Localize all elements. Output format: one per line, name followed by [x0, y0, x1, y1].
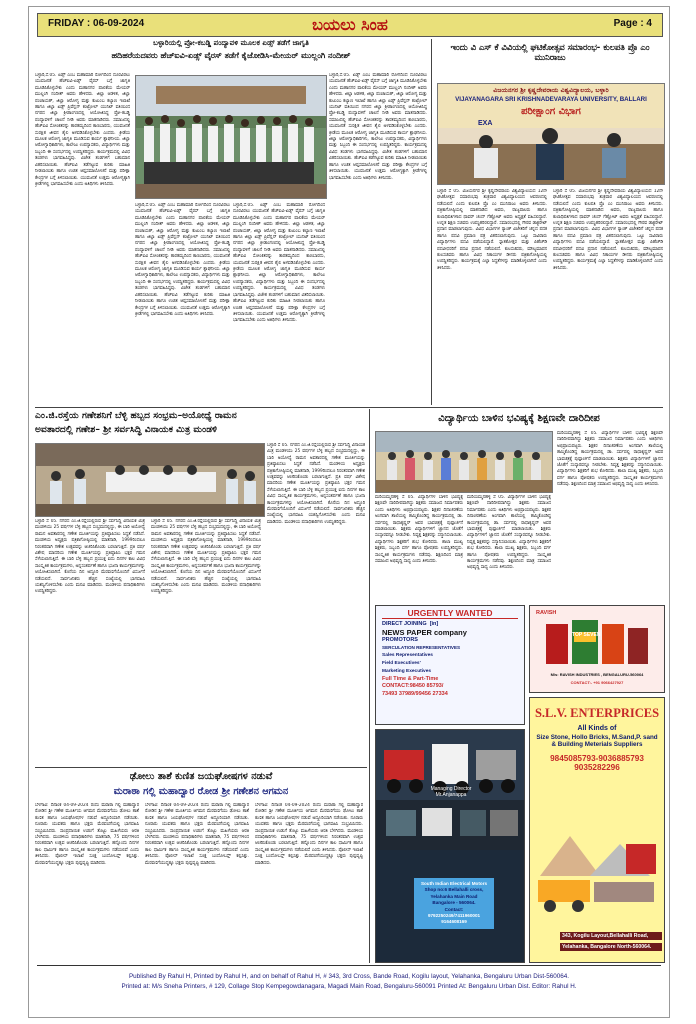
article3-col3: ಬಳ್ಳಾರಿ ಸೆ 05. ನಗರದ ಎಂ.ಜಿ.ರಸ್ತೆಯಲ್ಲಿರುವ ಶ್ರೀ ಸರ್ವಸಿದ್ಧಿ ವಿನಾಯಕ ಮಿತ್ರ ಮಂಡಳಿಯು 25 ವರ್ಷಗಳ ಬೆಳ್ಳಿ ಹಬ್ಬದ ಸಂಭ್ರಮದಲ್ಲಿದ್ದು, ಈ ಬಾರಿ ಅಯೋಧ್ಯೆ ರಾಮನ ಅವತಾರದಲ್ಲಿ ಗಣೇಶ ಮೂರ್ತಿಯನ್ನು ಪ್ರತಿಷ್ಠಾಪಿಸಲು ಸಿದ್ಧತೆ ನಡೆಸಿದೆ. ಮಂಡಳಿಯ ಅಧ್ಯಕ್ಷರು ಪತ್ರಿಕಾಗೋಷ್ಠಿಯಲ್ಲಿ ಮಾತನಾಡಿ, 1999ರಿಂದಲೂ ನಿರಂತರವಾಗಿ ಗಣೇಶ ಉತ್ಸವವನ್ನು ಆಚರಿಸಿಕೊಂಡು ಬರಲಾಗುತ್ತಿದೆ. ಪ್ರತಿ ವರ್ಷ ವಿಶೇಷ ಮಾದರಿಯ ಗಣೇಶ ಮೂರ್ತಿಯನ್ನು ಪ್ರತಿಷ್ಠಾಪಿಸಿ ಭಕ್ತರ ಗಮನ ಸೆಳೆಯಲಾಗುತ್ತಿದೆ. ಈ ಬಾರಿ ಬೆಳ್ಳಿ ಹಬ್ಬದ ಪ್ರಯುಕ್ತ ಐದು ದಿನಗಳ ಕಾಲ ವಿವಿಧ ಸಾಂಸ್ಕೃತಿಕ ಕಾರ್ಯಕ್ರಮಗಳು, ಅನ್ನಸಂತರ್ಪಣೆ ಹಾಗೂ ಭಜನಾ ಕಾರ್ಯಕ್ರಮಗಳನ್ನು ಆಯೋಜಿಸಲಾಗಿದೆ. ಕೊನೆಯ ದಿನ ಅದ್ದೂರಿ ಮೆರವಣಿಗೆಯೊಂದಿಗೆ ವಿಸರ್ಜನೆ ನಡೆಯಲಿದೆ. ಸಾರ್ವಜನಿಕರು ಹೆಚ್ಚಿನ ಸಂಖ್ಯೆಯಲ್ಲಿ ಭಾಗವಹಿಸಿ ಯಶಸ್ವಿಗೊಳಿಸಬೇಕು ಎಂದು ಮನವಿ ಮಾಡಿದರು. ಮಂಡಳಿಯ ಪದಾಧಿಕಾರಿಗಳು ಉಪಸ್ಥಿತರಿದ್ದರು. — [267, 443, 365, 525]
ad-slv-enterprices — [529, 697, 665, 963]
banner-english: VIJAYANAGARA SRI KRISHNADEVARAYA UNIVERSITY, BALLARI — [455, 96, 647, 103]
horizontal-divider-2 — [35, 767, 367, 768]
ad-wanted-line1: DIRECT JOINING — [382, 621, 427, 627]
ad-wanted-line4: SERCULATION REPRESENTATIVES — [382, 645, 461, 651]
ad-slv-address2: Yelahanka, Bangalore North-560064. — [560, 943, 662, 951]
masthead — [37, 13, 663, 37]
article5-headline-2: ಮರಾಠಾ ಗಲ್ಲಿ ಮಹಾದ್ವಾರ ರೋಡ ಶ್ರೀ ಗಣೇಶನ ಆಗಮನ — [113, 786, 289, 797]
ad-wanted-line9: CONTACT:98450 85793/ — [382, 683, 444, 690]
article4-body: ಮರಿಯಮ್ಮನಹಳ್ಳಿ ಸೆ 05. ವಿದ್ಯಾರ್ಥಿಗಳ ಬಾಳಿನ ಭವಿಷ್ಯಕ್ಕೆ ಶಿಕ್ಷಣವೇ ದಾರಿದೀಪವಾಗಿದ್ದು ಶಿಕ್ಷಕರು ಸಮಾಜದ ನಿರ್ಮಾಪಕರು ಎಂದು ಅತಿಥಿಗಳು ಅಭಿಪ್ರಾಯಪಟ್ಟರು. ಶಿಕ್ಷಕರ ದಿನಾಚರಣೆಯ ಅಂಗವಾಗಿ ಶಾಲೆಯಲ್ಲಿ ಹಮ್ಮಿಕೊಂಡಿದ್ದ ಕಾರ್ಯಕ್ರಮದಲ್ಲಿ ಡಾ. ಸರ್ವಪಲ್ಲಿ ರಾಧಾಕೃಷ್ಣನ್ ಅವರ ಭಾವಚಿತ್ರಕ್ಕೆ ಪುಷ್ಪಾರ್ಚನೆ ಮಾಡಲಾಯಿತು. ಶಿಕ್ಷಕರು ವಿದ್ಯಾರ್ಥಿಗಳಿಗೆ ಜ್ಞಾನದ ಜೊತೆಗೆ ಸಂಸ್ಕಾರವನ್ನೂ ನೀಡಬೇಕು. ನಿವೃತ್ತ ಶಿಕ್ಷಕರನ್ನು ಸನ್ಮಾನಿಸಲಾಯಿತು. ವಿದ್ಯಾರ್ಥಿಗಳು ಶಿಕ್ಷಕರಿಗೆ ಶುಭ ಕೋರಿದರು. ಶಾಲಾ ಮುಖ್ಯ ಶಿಕ್ಷಕರು, ಸಿಬ್ಬಂದಿ ವರ್ಗ ಹಾಗೂ ಪೋಷಕರು ಉಪಸ್ಥಿತರಿದ್ದರು. ಸಾಂಸ್ಕೃತಿಕ ಕಾರ್ಯಕ್ರಮಗಳು ನಡೆದವು. ಶಿಕ್ಷಣದಿಂದ ಮಾತ್ರ ಸಮಾಜದ ಅಭಿವೃದ್ಧಿ ಸಾಧ್ಯ ಎಂದು ತಿಳಿಸಿದರು. — [375, 495, 463, 565]
article1-headline: ಹದಿಹರೆಯದವರು ಹೆಚ್‌ಐವಿ-ಏಡ್ಸ್ ವೈರಸ್ ತಡೆಗೆ ಕೈಜೋಡಿಸಿ-ಮೇಯರ್ ಮುಲ್ಲಂಗಿ ನಂದೀಶ್ — [111, 51, 351, 60]
ad-wanted-line2: NEWS PAPER company — [382, 627, 467, 637]
ad-ravish-industries — [529, 605, 665, 693]
article5-col2: ಬೆಳಗಾವಿ: ದಿನಾಂಕ 04-09-2024 ರಂದು ಮರಾಠಾ ಗಲ್ಲಿ ಮಹಾದ್ವಾರ ರೋಡಿನ ಶ್ರೀ ಗಣೇಶ ಮೂರ್ತಿಯ ಆಗಮನ ಮೆರವಣಿಗೆಯು ಢೋಲು ತಾಶೆ ಕುಣಿತ ಹಾಗೂ ಜಯಘೋಷಗಳ ನಡುವೆ ಅದ್ದೂರಿಯಾಗಿ ನಡೆಯಿತು. ನೂರಾರು ಯುವಕರು ಹಾಗೂ ಭಕ್ತರು ಮೆರವಣಿಗೆಯಲ್ಲಿ ಭಾಗವಹಿಸಿ ಸಂಭ್ರಮಿಸಿದರು. ಸಾಂಪ್ರದಾಯಿಕ ಉಡುಗೆ ತೊಟ್ಟು ಮಹಿಳೆಯರು ಆರತಿ ಬೆಳಗಿದರು. ಮಂಡಳಿಯ ಪದಾಧಿಕಾರಿಗಳು ಮಾತನಾಡಿ, 75 ವರ್ಷಗಳಿಂದ ನಿರಂತರವಾಗಿ ಉತ್ಸವ ಆಚರಿಸಿಕೊಂಡು ಬರಲಾಗುತ್ತಿದೆ. ಹನ್ನೊಂದು ದಿನಗಳ ಕಾಲ ಧಾರ್ಮಿಕ ಹಾಗೂ ಸಾಂಸ್ಕೃತಿಕ ಕಾರ್ಯಕ್ರಮಗಳು ನಡೆಯಲಿವೆ ಎಂದು ತಿಳಿಸಿದರು. ಪೊಲೀಸ್ ಇಲಾಖೆ ಸೂಕ್ತ ಬಂದೋಬಸ್ತ್ ಕಲ್ಪಿಸಿತ್ತು. ಮೆರವಣಿಗೆಯುದ್ದಕ್ಕೂ ಭಕ್ತರು ಪುಷ್ಪವೃಷ್ಟಿ ಮಾಡಿದರು. — [145, 803, 249, 866]
article2-col2: ಬಳ್ಳಾರಿ ಸೆ 05. ವಿಜಯನಗರ ಶ್ರೀ ಕೃಷ್ಣದೇವರಾಯ ವಿಶ್ವವಿದ್ಯಾಲಯದ 12ನೇ ಘಟಿಕೋತ್ಸವ ಸಮಾರಂಭವು ಶುಕ್ರವಾರ ವಿಶ್ವವಿದ್ಯಾಲಯದ ಆವರಣದಲ್ಲಿ ನಡೆಯಲಿದೆ ಎಂದು ಕುಲಪತಿ ಪ್ರೊ ಎಂ ಮುನಿರಾಜು ಅವರು ತಿಳಿಸಿದರು. ಪತ್ರಿಕಾಗೋಷ್ಠಿಯಲ್ಲಿ ಮಾತನಾಡಿದ ಅವರು, ರಾಜ್ಯಪಾಲರು ಹಾಗೂ ಕುಲಾಧಿಪತಿಗಳಾದ ಥಾವರ್ ಚಂದ್ ಗೆಹ್ಲೋಟ್ ಅವರು ಅಧ್ಯಕ್ಷತೆ ವಹಿಸಲಿದ್ದಾರೆ. ಉನ್ನತ ಶಿಕ್ಷಣ ಸಚಿವರು ಉಪಸ್ಥಿತರಿರಲಿದ್ದಾರೆ. ಸಮಾರಂಭದಲ್ಲಿ ಗೌರವ ಡಾಕ್ಟರೇಟ್ ಪ್ರದಾನ ಮಾಡಲಾಗುವುದು. ವಿವಿಧ ವಿಭಾಗಗಳ ರ‍್ಯಾಂಕ್ ವಿಜೇತರಿಗೆ ಚಿನ್ನದ ಪದಕ ಹಾಗೂ ಪದವಿ ಪ್ರಮಾಣ ಪತ್ರ ವಿತರಿಸಲಾಗುವುದು. ಒಟ್ಟು ಸಾವಿರಾರು ವಿದ್ಯಾರ್ಥಿಗಳು ಪದವಿ ಪಡೆಯಲಿದ್ದಾರೆ. ಸ್ನಾತಕೋತ್ತರ ಮತ್ತು ಪಿಹೆಚ್‌ಡಿ ಪದವೀಧರರಿಗೆ ಪದವಿ ಪ್ರದಾನ ನಡೆಯಲಿದೆ. ಕುಲಸಚಿವರು, ಮೌಲ್ಯಮಾಪನ ಕುಲಸಚಿವರು ಹಾಗೂ ವಿವಿಧ ನಿಕಾಯಗಳ ಡೀನರು ಪತ್ರಿಕಾಗೋಷ್ಠಿಯಲ್ಲಿ ಉಪಸ್ಥಿತರಿದ್ದರು. ಕಾರ್ಯಕ್ರಮಕ್ಕೆ ಎಲ್ಲಾ ಸಿದ್ಧತೆಗಳನ್ನು ಮಾಡಿಕೊಳ್ಳಲಾಗಿದೆ ಎಂದು ತಿಳಿಸಿದರು. — [553, 189, 663, 271]
page-number: Page : 4 — [613, 18, 652, 29]
article5-headline-1: ಢೋಲು ತಾಶೆ ಕುಣಿತ ಜಯಘೋಷಗಳ ನಡುವೆ — [129, 771, 273, 782]
ad-wanted-line8: Full Time & Part-Time — [382, 675, 439, 682]
column-divider-2 — [369, 409, 370, 963]
newspaper-title: ಬಯಲು ಸಿಂಹ — [312, 15, 388, 34]
ad-ravish-line2: CONTACT:- +91 9066427927 — [570, 680, 624, 685]
article5-col1 — [35, 803, 139, 961]
article2-col1 — [437, 189, 547, 405]
article2-headline: ಇಂದು ವಿ ಎಸ್ ಕೆ ವಿವಿಯಲ್ಲಿ ಘಟಿಕೋತ್ಸವ ಸಮಾರಂಭ- ಕುಲಪತಿ ಪ್ರೊ ಎಂ ಮುನಿರಾಜು — [450, 42, 650, 62]
ad-wanted-line1b: [in] — [429, 621, 439, 627]
ad-wanted-title: URGENTLY WANTED — [382, 608, 518, 619]
ad-slv-title: S.L.V. ENTERPRICES — [534, 706, 660, 720]
article3-body: ಬಳ್ಳಾರಿ ಸೆ 05. ನಗರದ ಎಂ.ಜಿ.ರಸ್ತೆಯಲ್ಲಿರುವ ಶ್ರೀ ಸರ್ವಸಿದ್ಧಿ ವಿನಾಯಕ ಮಿತ್ರ ಮಂಡಳಿಯು 25 ವರ್ಷಗಳ ಬೆಳ್ಳಿ ಹಬ್ಬದ ಸಂಭ್ರಮದಲ್ಲಿದ್ದು, ಈ ಬಾರಿ ಅಯೋಧ್ಯೆ ರಾಮನ ಅವತಾರದಲ್ಲಿ ಗಣೇಶ ಮೂರ್ತಿಯನ್ನು ಪ್ರತಿಷ್ಠಾಪಿಸಲು ಸಿದ್ಧತೆ ನಡೆಸಿದೆ. ಮಂಡಳಿಯ ಅಧ್ಯಕ್ಷರು ಪತ್ರಿಕಾಗೋಷ್ಠಿಯಲ್ಲಿ ಮಾತನಾಡಿ, 1999ರಿಂದಲೂ ನಿರಂತರವಾಗಿ ಗಣೇಶ ಉತ್ಸವವನ್ನು ಆಚರಿಸಿಕೊಂಡು ಬರಲಾಗುತ್ತಿದೆ. ಪ್ರತಿ ವರ್ಷ ವಿಶೇಷ ಮಾದರಿಯ ಗಣೇಶ ಮೂರ್ತಿಯನ್ನು ಪ್ರತಿಷ್ಠಾಪಿಸಿ ಭಕ್ತರ ಗಮನ ಸೆಳೆಯಲಾಗುತ್ತಿದೆ. ಈ ಬಾರಿ ಬೆಳ್ಳಿ ಹಬ್ಬದ ಪ್ರಯುಕ್ತ ಐದು ದಿನಗಳ ಕಾಲ ವಿವಿಧ ಸಾಂಸ್ಕೃತಿಕ ಕಾರ್ಯಕ್ರಮಗಳು, ಅನ್ನಸಂತರ್ಪಣೆ ಹಾಗೂ ಭಜನಾ ಕಾರ್ಯಕ್ರಮಗಳನ್ನು ಆಯೋಜಿಸಲಾಗಿದೆ. ಕೊನೆಯ ದಿನ ಅದ್ದೂರಿ ಮೆರವಣಿಗೆಯೊಂದಿಗೆ ವಿಸರ್ಜನೆ ನಡೆಯಲಿದೆ. ಸಾರ್ವಜನಿಕರು ಹೆಚ್ಚಿನ ಸಂಖ್ಯೆಯಲ್ಲಿ ಭಾಗವಹಿಸಿ ಯಶಸ್ವಿಗೊಳಿಸಬೇಕು ಎಂದು ಮನವಿ ಮಾಡಿದರು. ಮಂಡಳಿಯ ಪದಾಧಿಕಾರಿಗಳು ಉಪಸ್ಥಿತರಿದ್ದರು. — [35, 519, 145, 595]
banner-dept: ಪರೀಕ್ಷಾಂಗ ವಿಭಾಗ — [521, 106, 581, 117]
article1-col2: ಬಳ್ಳಾರಿ,ಸೆ.05. ಏಡ್ಸ್ ಎಂಬ ಮಹಾಮಾರಿ ರೋಗದಿಂದ ದೂರವಿರಲು ಯುವಜನತೆ ಹೆಚ್‌ಐವಿ-ಏಡ್ಸ್ ವೈರಸ್ ಬಗ್ಗೆ ಜಾಗೃತಿ ಮೂಡಿಸಿಕೊಳ್ಳಬೇಕು ಎಂದು ಮಹಾನಗರ ಪಾಲಿಕೆಯ ಮೇಯರ್ ಮುಲ್ಲಂಗಿ ನಂದೀಶ್ ಅವರು ಹೇಳಿದರು. ಜಿಲ್ಲಾ ಆಡಳಿತ, ಜಿಲ್ಲಾ ಪಂಚಾಯತ್, ಜಿಲ್ಲಾ ಆರೋಗ್ಯ ಮತ್ತು ಕುಟುಂಬ ಕಲ್ಯಾಣ ಇಲಾಖೆ ಹಾಗೂ ಜಿಲ್ಲಾ ಏಡ್ಸ್ ಪ್ರಿವೆನ್ಷನ್ ಕಂಟ್ರೋಲ್ ಯುನಿಟ್ ವತಿಯಿಂದ ನಗರದ ಜಿಲ್ಲಾ ಕ್ರೀಡಾಂಗಣದಲ್ಲಿ ಆಯೋಜಿಸಿದ್ದ ಪ್ರೋ-ಕಬಡ್ಡಿ ಪಂದ್ಯಾವಳಿಗೆ ಚಾಲನೆ ನೀಡಿ ಅವರು ಮಾತನಾಡಿದರು. ಸಮಾಜದಲ್ಲಿ ಹೆಚ್‌ಐವಿ ಸೋಂಕಿತರನ್ನು ತಾರತಮ್ಯದಿಂದ ಕಾಣಬಾರದು, ಯುವಜನತೆ ಸುರಕ್ಷಿತ ಜೀವನ ಶೈಲಿ ಅಳವಡಿಸಿಕೊಳ್ಳಬೇಕು ಎಂದರು. ಕ್ರೀಡೆಯ ಮೂಲಕ ಆರೋಗ್ಯ ಜಾಗೃತಿ ಮೂಡಿಸುವ ಕಾರ್ಯ ಶ್ಲಾಘನೀಯ. ಜಿಲ್ಲಾ ಆರೋಗ್ಯಾಧಿಕಾರಿಗಳು, ಕಾಲೇಜು ಉಪನ್ಯಾಸಕರು, ವಿದ್ಯಾರ್ಥಿಗಳು ಮತ್ತು ಸಿಬ್ಬಂದಿ ಈ ಸಂದರ್ಭದಲ್ಲಿ ಉಪಸ್ಥಿತರಿದ್ದರು. ಕಾರ್ಯಕ್ರಮದಲ್ಲಿ ವಿವಿಧ ತಂಡಗಳು ಭಾಗವಹಿಸಿದ್ದವು. ವಿಜೇತ ತಂಡಗಳಿಗೆ ಬಹುಮಾನ ವಿತರಿಸಲಾಯಿತು. ಹೆಚ್‌ಐವಿ ತಡೆಗಟ್ಟುವ ಕುರಿತು ಮಾಹಿತಿ ನೀಡಲಾಯಿತು ಹಾಗೂ ಉಚಿತ ಆಪ್ತಸಮಾಲೋಚನೆ ಮತ್ತು ಪರೀಕ್ಷಾ ಕೇಂದ್ರಗಳ ಬಗ್ಗೆ ತಿಳಿಸಲಾಯಿತು. ಯುವಜನತೆ ಉತ್ತಮ ಆರೋಗ್ಯಕ್ಕಾಗಿ ಕ್ರೀಡೆಗಳಲ್ಲಿ ಭಾಗವಹಿಸಬೇಕು ಎಂದು ಅತಿಥಿಗಳು ತಿಳಿಸಿದರು. — [135, 203, 230, 317]
article4-headline: ವಿದ್ಯಾರ್ಥಿಯ ಬಾಳಿನ ಭವಿಷ್ಯಕ್ಕೆ ಶಿಕ್ಷಣವೇ ದಾರಿದೀಪ — [438, 413, 600, 424]
ad-urgently-wanted — [375, 605, 525, 725]
ad-wanted-line7: Marketing Executives — [382, 668, 432, 674]
ad-ravish-line1: M/s: RAVISH INDUSTRIES , BENGALURU-560064 — [550, 672, 644, 677]
ad-wanted-line10: 73493 37989/99456 27334 — [382, 691, 448, 698]
article5-col3: ಬೆಳಗಾವಿ: ದಿನಾಂಕ 04-09-2024 ರಂದು ಮರಾಠಾ ಗಲ್ಲಿ ಮಹಾದ್ವಾರ ರೋಡಿನ ಶ್ರೀ ಗಣೇಶ ಮೂರ್ತಿಯ ಆಗಮನ ಮೆರವಣಿಗೆಯು ಢೋಲು ತಾಶೆ ಕುಣಿತ ಹಾಗೂ ಜಯಘೋಷಗಳ ನಡುವೆ ಅದ್ದೂರಿಯಾಗಿ ನಡೆಯಿತು. ನೂರಾರು ಯುವಕರು ಹಾಗೂ ಭಕ್ತರು ಮೆರವಣಿಗೆಯಲ್ಲಿ ಭಾಗವಹಿಸಿ ಸಂಭ್ರಮಿಸಿದರು. ಸಾಂಪ್ರದಾಯಿಕ ಉಡುಗೆ ತೊಟ್ಟು ಮಹಿಳೆಯರು ಆರತಿ ಬೆಳಗಿದರು. ಮಂಡಳಿಯ ಪದಾಧಿಕಾರಿಗಳು ಮಾತನಾಡಿ, 75 ವರ್ಷಗಳಿಂದ ನಿರಂತರವಾಗಿ ಉತ್ಸವ ಆಚರಿಸಿಕೊಂಡು ಬರಲಾಗುತ್ತಿದೆ. ಹನ್ನೊಂದು ದಿನಗಳ ಕಾಲ ಧಾರ್ಮಿಕ ಹಾಗೂ ಸಾಂಸ್ಕೃತಿಕ ಕಾರ್ಯಕ್ರಮಗಳು ನಡೆಯಲಿವೆ ಎಂದು ತಿಳಿಸಿದರು. ಪೊಲೀಸ್ ಇಲಾಖೆ ಸೂಕ್ತ ಬಂದೋಬಸ್ತ್ ಕಲ್ಪಿಸಿತ್ತು. ಮೆರವಣಿಗೆಯುದ್ದಕ್ಕೂ ಭಕ್ತರು ಪುಷ್ಪವೃಷ್ಟಿ ಮಾಡಿದರು. — [255, 803, 363, 866]
article4-photo — [375, 431, 553, 493]
article4-col2: ಮರಿಯಮ್ಮನಹಳ್ಳಿ ಸೆ 05. ವಿದ್ಯಾರ್ಥಿಗಳ ಬಾಳಿನ ಭವಿಷ್ಯಕ್ಕೆ ಶಿಕ್ಷಣವೇ ದಾರಿದೀಪವಾಗಿದ್ದು ಶಿಕ್ಷಕರು ಸಮಾಜದ ನಿರ್ಮಾಪಕರು ಎಂದು ಅತಿಥಿಗಳು ಅಭಿಪ್ರಾಯಪಟ್ಟರು. ಶಿಕ್ಷಕರ ದಿನಾಚರಣೆಯ ಅಂಗವಾಗಿ ಶಾಲೆಯಲ್ಲಿ ಹಮ್ಮಿಕೊಂಡಿದ್ದ ಕಾರ್ಯಕ್ರಮದಲ್ಲಿ ಡಾ. ಸರ್ವಪಲ್ಲಿ ರಾಧಾಕೃಷ್ಣನ್ ಅವರ ಭಾವಚಿತ್ರಕ್ಕೆ ಪುಷ್ಪಾರ್ಚನೆ ಮಾಡಲಾಯಿತು. ಶಿಕ್ಷಕರು ವಿದ್ಯಾರ್ಥಿಗಳಿಗೆ ಜ್ಞಾನದ ಜೊತೆಗೆ ಸಂಸ್ಕಾರವನ್ನೂ ನೀಡಬೇಕು. ನಿವೃತ್ತ ಶಿಕ್ಷಕರನ್ನು ಸನ್ಮಾನಿಸಲಾಯಿತು. ವಿದ್ಯಾರ್ಥಿಗಳು ಶಿಕ್ಷಕರಿಗೆ ಶುಭ ಕೋರಿದರು. ಶಾಲಾ ಮುಖ್ಯ ಶಿಕ್ಷಕರು, ಸಿಬ್ಬಂದಿ ವರ್ಗ ಹಾಗೂ ಪೋಷಕರು ಉಪಸ್ಥಿತರಿದ್ದರು. ಸಾಂಸ್ಕೃತಿಕ ಕಾರ್ಯಕ್ರಮಗಳು ನಡೆದವು. ಶಿಕ್ಷಣದಿಂದ ಮಾತ್ರ ಸಮಾಜದ ಅಭಿವೃದ್ಧಿ ಸಾಧ್ಯ ಎಂದು ತಿಳಿಸಿದರು. — [467, 495, 551, 571]
ad-electric-scooters — [375, 729, 525, 963]
article1-body: ಬಳ್ಳಾರಿ,ಸೆ.05. ಏಡ್ಸ್ ಎಂಬ ಮಹಾಮಾರಿ ರೋಗದಿಂದ ದೂರವಿರಲು ಯುವಜನತೆ ಹೆಚ್‌ಐವಿ-ಏಡ್ಸ್ ವೈರಸ್ ಬಗ್ಗೆ ಜಾಗೃತಿ ಮೂಡಿಸಿಕೊಳ್ಳಬೇಕು ಎಂದು ಮಹಾನಗರ ಪಾಲಿಕೆಯ ಮೇಯರ್ ಮುಲ್ಲಂಗಿ ನಂದೀಶ್ ಅವರು ಹೇಳಿದರು. ಜಿಲ್ಲಾ ಆಡಳಿತ, ಜಿಲ್ಲಾ ಪಂಚಾಯತ್, ಜಿಲ್ಲಾ ಆರೋಗ್ಯ ಮತ್ತು ಕುಟುಂಬ ಕಲ್ಯಾಣ ಇಲಾಖೆ ಹಾಗೂ ಜಿಲ್ಲಾ ಏಡ್ಸ್ ಪ್ರಿವೆನ್ಷನ್ ಕಂಟ್ರೋಲ್ ಯುನಿಟ್ ವತಿಯಿಂದ ನಗರದ ಜಿಲ್ಲಾ ಕ್ರೀಡಾಂಗಣದಲ್ಲಿ ಆಯೋಜಿಸಿದ್ದ ಪ್ರೋ-ಕಬಡ್ಡಿ ಪಂದ್ಯಾವಳಿಗೆ ಚಾಲನೆ ನೀಡಿ ಅವರು ಮಾತನಾಡಿದರು. ಸಮಾಜದಲ್ಲಿ ಹೆಚ್‌ಐವಿ ಸೋಂಕಿತರನ್ನು ತಾರತಮ್ಯದಿಂದ ಕಾಣಬಾರದು, ಯುವಜನತೆ ಸುರಕ್ಷಿತ ಜೀವನ ಶೈಲಿ ಅಳವಡಿಸಿಕೊಳ್ಳಬೇಕು ಎಂದರು. ಕ್ರೀಡೆಯ ಮೂಲಕ ಆರೋಗ್ಯ ಜಾಗೃತಿ ಮೂಡಿಸುವ ಕಾರ್ಯ ಶ್ಲಾಘನೀಯ. ಜಿಲ್ಲಾ ಆರೋಗ್ಯಾಧಿಕಾರಿಗಳು, ಕಾಲೇಜು ಉಪನ್ಯಾಸಕರು, ವಿದ್ಯಾರ್ಥಿಗಳು ಮತ್ತು ಸಿಬ್ಬಂದಿ ಈ ಸಂದರ್ಭದಲ್ಲಿ ಉಪಸ್ಥಿತರಿದ್ದರು. ಕಾರ್ಯಕ್ರಮದಲ್ಲಿ ವಿವಿಧ ತಂಡಗಳು ಭಾಗವಹಿಸಿದ್ದವು. ವಿಜೇತ ತಂಡಗಳಿಗೆ ಬಹುಮಾನ ವಿತರಿಸಲಾಯಿತು. ಹೆಚ್‌ಐವಿ ತಡೆಗಟ್ಟುವ ಕುರಿತು ಮಾಹಿತಿ ನೀಡಲಾಯಿತು ಹಾಗೂ ಉಚಿತ ಆಪ್ತಸಮಾಲೋಚನೆ ಮತ್ತು ಪರೀಕ್ಷಾ ಕೇಂದ್ರಗಳ ಬಗ್ಗೆ ತಿಳಿಸಲಾಯಿತು. ಯುವಜನತೆ ಉತ್ತಮ ಆರೋಗ್ಯಕ್ಕಾಗಿ ಕ್ರೀಡೆಗಳಲ್ಲಿ ಭಾಗವಹಿಸಬೇಕು ಎಂದು ಅತಿಥಿಗಳು ತಿಳಿಸಿದರು. — [35, 73, 130, 187]
article3-photo — [35, 443, 265, 517]
article2-photo — [437, 83, 665, 185]
imprint-line1: Published By Rahul H, Printed by Rahul H, and on behalf of Rahul H, # 343, 3rd Cross, Bande Road, Kogilu layout, Yelahanka, Bengaluru Urban Dist-560064. — [128, 973, 569, 980]
article1-photo — [135, 75, 327, 199]
ad-slv-phone1: 9845085793-9036885793 — [550, 754, 644, 763]
ad-slv-line3: & Building Meterials Suppliers — [551, 741, 643, 748]
ad-electric-line5: 9792250249/7411960001 — [427, 913, 481, 919]
article3-headline-2: ಅವತಾರದಲ್ಲಿ ಗಣೇಶ– ಶ್ರೀ ಸರ್ವಸಿದ್ಧಿ ವಿನಾಯಕ ಮಿತ್ರ ಮಂಡಳಿ — [35, 424, 218, 435]
ad-electric-line3: Bangalore - 560064. — [432, 900, 476, 906]
newspaper-page — [28, 6, 670, 1018]
article4-col3: ಮರಿಯಮ್ಮನಹಳ್ಳಿ ಸೆ 05. ವಿದ್ಯಾರ್ಥಿಗಳ ಬಾಳಿನ ಭವಿಷ್ಯಕ್ಕೆ ಶಿಕ್ಷಣವೇ ದಾರಿದೀಪವಾಗಿದ್ದು ಶಿಕ್ಷಕರು ಸಮಾಜದ ನಿರ್ಮಾಪಕರು ಎಂದು ಅತಿಥಿಗಳು ಅಭಿಪ್ರಾಯಪಟ್ಟರು. ಶಿಕ್ಷಕರ ದಿನಾಚರಣೆಯ ಅಂಗವಾಗಿ ಶಾಲೆಯಲ್ಲಿ ಹಮ್ಮಿಕೊಂಡಿದ್ದ ಕಾರ್ಯಕ್ರಮದಲ್ಲಿ ಡಾ. ಸರ್ವಪಲ್ಲಿ ರಾಧಾಕೃಷ್ಣನ್ ಅವರ ಭಾವಚಿತ್ರಕ್ಕೆ ಪುಷ್ಪಾರ್ಚನೆ ಮಾಡಲಾಯಿತು. ಶಿಕ್ಷಕರು ವಿದ್ಯಾರ್ಥಿಗಳಿಗೆ ಜ್ಞಾನದ ಜೊತೆಗೆ ಸಂಸ್ಕಾರವನ್ನೂ ನೀಡಬೇಕು. ನಿವೃತ್ತ ಶಿಕ್ಷಕರನ್ನು ಸನ್ಮಾನಿಸಲಾಯಿತು. ವಿದ್ಯಾರ್ಥಿಗಳು ಶಿಕ್ಷಕರಿಗೆ ಶುಭ ಕೋರಿದರು. ಶಾಲಾ ಮುಖ್ಯ ಶಿಕ್ಷಕರು, ಸಿಬ್ಬಂದಿ ವರ್ಗ ಹಾಗೂ ಪೋಷಕರು ಉಪಸ್ಥಿತರಿದ್ದರು. ಸಾಂಸ್ಕೃತಿಕ ಕಾರ್ಯಕ್ರಮಗಳು ನಡೆದವು. ಶಿಕ್ಷಣದಿಂದ ಮಾತ್ರ ಸಮಾಜದ ಅಭಿವೃದ್ಧಿ ಸಾಧ್ಯ ಎಂದು ತಿಳಿಸಿದರು. — [557, 431, 663, 488]
ad-slv-line2: Size Stone, Hollo Bricks, M.Sand,P. sand — [536, 734, 658, 741]
ad-electric-line6: 9164608169 — [441, 919, 467, 925]
article1-col1 — [35, 73, 130, 437]
ad-slv-address1: 343, Kogilu Layout,Bellahalli Road, — [560, 932, 662, 940]
issue-date: FRIDAY : 06-09-2024 — [48, 18, 145, 29]
article4-col1 — [375, 495, 463, 599]
construction-materials-image — [530, 816, 664, 926]
spice-packets-image — [542, 618, 652, 668]
article3-headline-1: ಎಂ.ಜಿ.ರಸ್ತೆಯ ಗಣೇಶನಿಗೆ ಬೆಳ್ಳಿ ಹಬ್ಬದ ಸಂಭ್ರಮ–ಅಯೋಧ್ಯೆ ರಾಮನ — [35, 410, 237, 421]
ad-electric-line2: Shop no:6 Bellahalli cross, Yelahanka Main Road — [424, 887, 484, 899]
article2-body: ಬಳ್ಳಾರಿ ಸೆ 05. ವಿಜಯನಗರ ಶ್ರೀ ಕೃಷ್ಣದೇವರಾಯ ವಿಶ್ವವಿದ್ಯಾಲಯದ 12ನೇ ಘಟಿಕೋತ್ಸವ ಸಮಾರಂಭವು ಶುಕ್ರವಾರ ವಿಶ್ವವಿದ್ಯಾಲಯದ ಆವರಣದಲ್ಲಿ ನಡೆಯಲಿದೆ ಎಂದು ಕುಲಪತಿ ಪ್ರೊ ಎಂ ಮುನಿರಾಜು ಅವರು ತಿಳಿಸಿದರು. ಪತ್ರಿಕಾಗೋಷ್ಠಿಯಲ್ಲಿ ಮಾತನಾಡಿದ ಅವರು, ರಾಜ್ಯಪಾಲರು ಹಾಗೂ ಕುಲಾಧಿಪತಿಗಳಾದ ಥಾವರ್ ಚಂದ್ ಗೆಹ್ಲೋಟ್ ಅವರು ಅಧ್ಯಕ್ಷತೆ ವಹಿಸಲಿದ್ದಾರೆ. ಉನ್ನತ ಶಿಕ್ಷಣ ಸಚಿವರು ಉಪಸ್ಥಿತರಿರಲಿದ್ದಾರೆ. ಸಮಾರಂಭದಲ್ಲಿ ಗೌರವ ಡಾಕ್ಟರೇಟ್ ಪ್ರದಾನ ಮಾಡಲಾಗುವುದು. ವಿವಿಧ ವಿಭಾಗಗಳ ರ‍್ಯಾಂಕ್ ವಿಜೇತರಿಗೆ ಚಿನ್ನದ ಪದಕ ಹಾಗೂ ಪದವಿ ಪ್ರಮಾಣ ಪತ್ರ ವಿತರಿಸಲಾಗುವುದು. ಒಟ್ಟು ಸಾವಿರಾರು ವಿದ್ಯಾರ್ಥಿಗಳು ಪದವಿ ಪಡೆಯಲಿದ್ದಾರೆ. ಸ್ನಾತಕೋತ್ತರ ಮತ್ತು ಪಿಹೆಚ್‌ಡಿ ಪದವೀಧರರಿಗೆ ಪದವಿ ಪ್ರದಾನ ನಡೆಯಲಿದೆ. ಕುಲಸಚಿವರು, ಮೌಲ್ಯಮಾಪನ ಕುಲಸಚಿವರು ಹಾಗೂ ವಿವಿಧ ನಿಕಾಯಗಳ ಡೀನರು ಪತ್ರಿಕಾಗೋಷ್ಠಿಯಲ್ಲಿ ಉಪಸ್ಥಿತರಿದ್ದರು. ಕಾರ್ಯಕ್ರಮಕ್ಕೆ ಎಲ್ಲಾ ಸಿದ್ಧತೆಗಳನ್ನು ಮಾಡಿಕೊಳ್ಳಲಾಗಿದೆ ಎಂದು ತಿಳಿಸಿದರು. — [437, 189, 547, 271]
article3-col2: ಬಳ್ಳಾರಿ ಸೆ 05. ನಗರದ ಎಂ.ಜಿ.ರಸ್ತೆಯಲ್ಲಿರುವ ಶ್ರೀ ಸರ್ವಸಿದ್ಧಿ ವಿನಾಯಕ ಮಿತ್ರ ಮಂಡಳಿಯು 25 ವರ್ಷಗಳ ಬೆಳ್ಳಿ ಹಬ್ಬದ ಸಂಭ್ರಮದಲ್ಲಿದ್ದು, ಈ ಬಾರಿ ಅಯೋಧ್ಯೆ ರಾಮನ ಅವತಾರದಲ್ಲಿ ಗಣೇಶ ಮೂರ್ತಿಯನ್ನು ಪ್ರತಿಷ್ಠಾಪಿಸಲು ಸಿದ್ಧತೆ ನಡೆಸಿದೆ. ಮಂಡಳಿಯ ಅಧ್ಯಕ್ಷರು ಪತ್ರಿಕಾಗೋಷ್ಠಿಯಲ್ಲಿ ಮಾತನಾಡಿ, 1999ರಿಂದಲೂ ನಿರಂತರವಾಗಿ ಗಣೇಶ ಉತ್ಸವವನ್ನು ಆಚರಿಸಿಕೊಂಡು ಬರಲಾಗುತ್ತಿದೆ. ಪ್ರತಿ ವರ್ಷ ವಿಶೇಷ ಮಾದರಿಯ ಗಣೇಶ ಮೂರ್ತಿಯನ್ನು ಪ್ರತಿಷ್ಠಾಪಿಸಿ ಭಕ್ತರ ಗಮನ ಸೆಳೆಯಲಾಗುತ್ತಿದೆ. ಈ ಬಾರಿ ಬೆಳ್ಳಿ ಹಬ್ಬದ ಪ್ರಯುಕ್ತ ಐದು ದಿನಗಳ ಕಾಲ ವಿವಿಧ ಸಾಂಸ್ಕೃತಿಕ ಕಾರ್ಯಕ್ರಮಗಳು, ಅನ್ನಸಂತರ್ಪಣೆ ಹಾಗೂ ಭಜನಾ ಕಾರ್ಯಕ್ರಮಗಳನ್ನು ಆಯೋಜಿಸಲಾಗಿದೆ. ಕೊನೆಯ ದಿನ ಅದ್ದೂರಿ ಮೆರವಣಿಗೆಯೊಂದಿಗೆ ವಿಸರ್ಜನೆ ನಡೆಯಲಿದೆ. ಸಾರ್ವಜನಿಕರು ಹೆಚ್ಚಿನ ಸಂಖ್ಯೆಯಲ್ಲಿ ಭಾಗವಹಿಸಿ ಯಶಸ್ವಿಗೊಳಿಸಬೇಕು ಎಂದು ಮನವಿ ಮಾಡಿದರು. ಮಂಡಳಿಯ ಪದಾಧಿಕಾರಿಗಳು ಉಪಸ್ಥಿತರಿದ್ದರು. — [151, 519, 261, 595]
ad-wanted-line6: Field Executives' — [382, 660, 421, 666]
imprint-footer — [37, 965, 661, 1010]
kabaddi-event-image — [136, 76, 326, 198]
ad-electric-line4: Contact: — [444, 906, 464, 912]
article1-col3: ಬಳ್ಳಾರಿ,ಸೆ.05. ಏಡ್ಸ್ ಎಂಬ ಮಹಾಮಾರಿ ರೋಗದಿಂದ ದೂರವಿರಲು ಯುವಜನತೆ ಹೆಚ್‌ಐವಿ-ಏಡ್ಸ್ ವೈರಸ್ ಬಗ್ಗೆ ಜಾಗೃತಿ ಮೂಡಿಸಿಕೊಳ್ಳಬೇಕು ಎಂದು ಮಹಾನಗರ ಪಾಲಿಕೆಯ ಮೇಯರ್ ಮುಲ್ಲಂಗಿ ನಂದೀಶ್ ಅವರು ಹೇಳಿದರು. ಜಿಲ್ಲಾ ಆಡಳಿತ, ಜಿಲ್ಲಾ ಪಂಚಾಯತ್, ಜಿಲ್ಲಾ ಆರೋಗ್ಯ ಮತ್ತು ಕುಟುಂಬ ಕಲ್ಯಾಣ ಇಲಾಖೆ ಹಾಗೂ ಜಿಲ್ಲಾ ಏಡ್ಸ್ ಪ್ರಿವೆನ್ಷನ್ ಕಂಟ್ರೋಲ್ ಯುನಿಟ್ ವತಿಯಿಂದ ನಗರದ ಜಿಲ್ಲಾ ಕ್ರೀಡಾಂಗಣದಲ್ಲಿ ಆಯೋಜಿಸಿದ್ದ ಪ್ರೋ-ಕಬಡ್ಡಿ ಪಂದ್ಯಾವಳಿಗೆ ಚಾಲನೆ ನೀಡಿ ಅವರು ಮಾತನಾಡಿದರು. ಸಮಾಜದಲ್ಲಿ ಹೆಚ್‌ಐವಿ ಸೋಂಕಿತರನ್ನು ತಾರತಮ್ಯದಿಂದ ಕಾಣಬಾರದು, ಯುವಜನತೆ ಸುರಕ್ಷಿತ ಜೀವನ ಶೈಲಿ ಅಳವಡಿಸಿಕೊಳ್ಳಬೇಕು ಎಂದರು. ಕ್ರೀಡೆಯ ಮೂಲಕ ಆರೋಗ್ಯ ಜಾಗೃತಿ ಮೂಡಿಸುವ ಕಾರ್ಯ ಶ್ಲಾಘನೀಯ. ಜಿಲ್ಲಾ ಆರೋಗ್ಯಾಧಿಕಾರಿಗಳು, ಕಾಲೇಜು ಉಪನ್ಯಾಸಕರು, ವಿದ್ಯಾರ್ಥಿಗಳು ಮತ್ತು ಸಿಬ್ಬಂದಿ ಈ ಸಂದರ್ಭದಲ್ಲಿ ಉಪಸ್ಥಿತರಿದ್ದರು. ಕಾರ್ಯಕ್ರಮದಲ್ಲಿ ವಿವಿಧ ತಂಡಗಳು ಭಾಗವಹಿಸಿದ್ದವು. ವಿಜೇತ ತಂಡಗಳಿಗೆ ಬಹುಮಾನ ವಿತರಿಸಲಾಯಿತು. ಹೆಚ್‌ಐವಿ ತಡೆಗಟ್ಟುವ ಕುರಿತು ಮಾಹಿತಿ ನೀಡಲಾಯಿತು ಹಾಗೂ ಉಚಿತ ಆಪ್ತಸಮಾಲೋಚನೆ ಮತ್ತು ಪರೀಕ್ಷಾ ಕೇಂದ್ರಗಳ ಬಗ್ಗೆ ತಿಳಿಸಲಾಯಿತು. ಯುವಜನತೆ ಉತ್ತಮ ಆರೋಗ್ಯಕ್ಕಾಗಿ ಕ್ರೀಡೆಗಳಲ್ಲಿ ಭಾಗವಹಿಸಬೇಕು ಎಂದು ಅತಿಥಿಗಳು ತಿಳಿಸಿದರು. — [233, 203, 325, 324]
teachers-day-image — [376, 432, 552, 492]
banner-exam: EXA — [478, 120, 493, 127]
banner-kannada: ವಿಜಯನಗರ ಶ್ರೀ ಕೃಷ್ಣದೇವರಾಯ ವಿಶ್ವವಿದ್ಯಾಲಯ, ಬಳ್ಳಾರಿ — [493, 87, 609, 94]
column-divider — [431, 39, 432, 405]
ad-wanted-line3: PROMOTORS — [382, 636, 418, 643]
ganesha-committee-image — [36, 444, 264, 516]
horizontal-divider — [35, 407, 663, 408]
ad-electric-caption: Managing Director Mr.Anjanappa — [430, 786, 472, 798]
ad-ravish-brand: RAVISH — [536, 610, 557, 616]
ad-electric-line1: South Indian Electrical Motors — [420, 881, 488, 886]
imprint-line2: Printed at: M/s Sneha Printers, # 129, Collage Stop Kempegowdanagara, Magadi Main Road, Bengaluru-560091 Printed At: Bengaluru Urban Dist. Editor: Rahul H. — [121, 983, 577, 990]
article3-col1 — [35, 519, 145, 765]
article5-body: ಬೆಳಗಾವಿ: ದಿನಾಂಕ 04-09-2024 ರಂದು ಮರಾಠಾ ಗಲ್ಲಿ ಮಹಾದ್ವಾರ ರೋಡಿನ ಶ್ರೀ ಗಣೇಶ ಮೂರ್ತಿಯ ಆಗಮನ ಮೆರವಣಿಗೆಯು ಢೋಲು ತಾಶೆ ಕುಣಿತ ಹಾಗೂ ಜಯಘೋಷಗಳ ನಡುವೆ ಅದ್ದೂರಿಯಾಗಿ ನಡೆಯಿತು. ನೂರಾರು ಯುವಕರು ಹಾಗೂ ಭಕ್ತರು ಮೆರವಣಿಗೆಯಲ್ಲಿ ಭಾಗವಹಿಸಿ ಸಂಭ್ರಮಿಸಿದರು. ಸಾಂಪ್ರದಾಯಿಕ ಉಡುಗೆ ತೊಟ್ಟು ಮಹಿಳೆಯರು ಆರತಿ ಬೆಳಗಿದರು. ಮಂಡಳಿಯ ಪದಾಧಿಕಾರಿಗಳು ಮಾತನಾಡಿ, 75 ವರ್ಷಗಳಿಂದ ನಿರಂತರವಾಗಿ ಉತ್ಸವ ಆಚರಿಸಿಕೊಂಡು ಬರಲಾಗುತ್ತಿದೆ. ಹನ್ನೊಂದು ದಿನಗಳ ಕಾಲ ಧಾರ್ಮಿಕ ಹಾಗೂ ಸಾಂಸ್ಕೃತಿಕ ಕಾರ್ಯಕ್ರಮಗಳು ನಡೆಯಲಿವೆ ಎಂದು ತಿಳಿಸಿದರು. ಪೊಲೀಸ್ ಇಲಾಖೆ ಸೂಕ್ತ ಬಂದೋಬಸ್ತ್ ಕಲ್ಪಿಸಿತ್ತು. ಮೆರವಣಿಗೆಯುದ್ದಕ್ಕೂ ಭಕ್ತರು ಪುಷ್ಪವೃಷ್ಟಿ ಮಾಡಿದರು. — [35, 803, 139, 866]
ad-slv-line1: All Kinds of — [577, 725, 617, 732]
ad-ravish-product: TOP SEVEN — [572, 632, 601, 638]
ad-slv-phone2: 9035282296 — [574, 763, 620, 772]
ad-wanted-line5: Sales Representatives — [382, 653, 433, 659]
article1-col4: ಬಳ್ಳಾರಿ,ಸೆ.05. ಏಡ್ಸ್ ಎಂಬ ಮಹಾಮಾರಿ ರೋಗದಿಂದ ದೂರವಿರಲು ಯುವಜನತೆ ಹೆಚ್‌ಐವಿ-ಏಡ್ಸ್ ವೈರಸ್ ಬಗ್ಗೆ ಜಾಗೃತಿ ಮೂಡಿಸಿಕೊಳ್ಳಬೇಕು ಎಂದು ಮಹಾನಗರ ಪಾಲಿಕೆಯ ಮೇಯರ್ ಮುಲ್ಲಂಗಿ ನಂದೀಶ್ ಅವರು ಹೇಳಿದರು. ಜಿಲ್ಲಾ ಆಡಳಿತ, ಜಿಲ್ಲಾ ಪಂಚಾಯತ್, ಜಿಲ್ಲಾ ಆರೋಗ್ಯ ಮತ್ತು ಕುಟುಂಬ ಕಲ್ಯಾಣ ಇಲಾಖೆ ಹಾಗೂ ಜಿಲ್ಲಾ ಏಡ್ಸ್ ಪ್ರಿವೆನ್ಷನ್ ಕಂಟ್ರೋಲ್ ಯುನಿಟ್ ವತಿಯಿಂದ ನಗರದ ಜಿಲ್ಲಾ ಕ್ರೀಡಾಂಗಣದಲ್ಲಿ ಆಯೋಜಿಸಿದ್ದ ಪ್ರೋ-ಕಬಡ್ಡಿ ಪಂದ್ಯಾವಳಿಗೆ ಚಾಲನೆ ನೀಡಿ ಅವರು ಮಾತನಾಡಿದರು. ಸಮಾಜದಲ್ಲಿ ಹೆಚ್‌ಐವಿ ಸೋಂಕಿತರನ್ನು ತಾರತಮ್ಯದಿಂದ ಕಾಣಬಾರದು, ಯುವಜನತೆ ಸುರಕ್ಷಿತ ಜೀವನ ಶೈಲಿ ಅಳವಡಿಸಿಕೊಳ್ಳಬೇಕು ಎಂದರು. ಕ್ರೀಡೆಯ ಮೂಲಕ ಆರೋಗ್ಯ ಜಾಗೃತಿ ಮೂಡಿಸುವ ಕಾರ್ಯ ಶ್ಲಾಘನೀಯ. ಜಿಲ್ಲಾ ಆರೋಗ್ಯಾಧಿಕಾರಿಗಳು, ಕಾಲೇಜು ಉಪನ್ಯಾಸಕರು, ವಿದ್ಯಾರ್ಥಿಗಳು ಮತ್ತು ಸಿಬ್ಬಂದಿ ಈ ಸಂದರ್ಭದಲ್ಲಿ ಉಪಸ್ಥಿತರಿದ್ದರು. ಕಾರ್ಯಕ್ರಮದಲ್ಲಿ ವಿವಿಧ ತಂಡಗಳು ಭಾಗವಹಿಸಿದ್ದವು. ವಿಜೇತ ತಂಡಗಳಿಗೆ ಬಹುಮಾನ ವಿತರಿಸಲಾಯಿತು. ಹೆಚ್‌ಐವಿ ತಡೆಗಟ್ಟುವ ಕುರಿತು ಮಾಹಿತಿ ನೀಡಲಾಯಿತು ಹಾಗೂ ಉಚಿತ ಆಪ್ತಸಮಾಲೋಚನೆ ಮತ್ತು ಪರೀಕ್ಷಾ ಕೇಂದ್ರಗಳ ಬಗ್ಗೆ ತಿಳಿಸಲಾಯಿತು. ಯುವಜನತೆ ಉತ್ತಮ ಆರೋಗ್ಯಕ್ಕಾಗಿ ಕ್ರೀಡೆಗಳಲ್ಲಿ ಭಾಗವಹಿಸಬೇಕು ಎಂದು ಅತಿಥಿಗಳು ತಿಳಿಸಿದರು. — [329, 73, 427, 181]
article1-kicker: ಬಳ್ಳಾರಿಯಲ್ಲಿ ಪ್ರೋ-ಕಬಡ್ಡಿ ಪಂದ್ಯಾವಳಿ ಮೂಲಕ ಏಡ್ಸ್ ತಡೆಗೆ ಜಾಗೃತಿ — [153, 38, 309, 47]
